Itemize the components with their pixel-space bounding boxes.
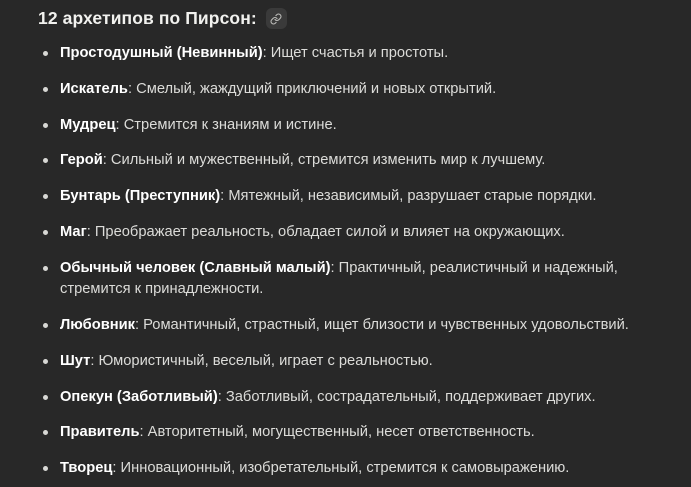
archetype-term: Простодушный (Невинный) [60,45,263,61]
archetype-term: Правитель [60,424,140,441]
list-item [38,422,675,443]
archetype-term: Мудрец [60,116,116,133]
archetype-term: Искатель [60,80,128,97]
archetype-description: : Инновационный, изобретательный, стремится к самовыражению. [112,460,570,477]
list-item [38,43,675,64]
list-item [38,458,675,479]
list-item [38,115,675,136]
archetype-term: Бунтарь (Преступник) [60,188,221,205]
list-item [38,351,675,372]
archetype-term: Шут [60,352,91,369]
archetype-description: : Романтичный, страстный, ищет близости и чувственных удовольствий. [134,317,629,333]
archetype-term: Опекун (Заботливый) [60,388,218,405]
archetype-list [38,43,675,480]
archetype-term: Любовник [60,317,135,333]
archetype-description: : Преображает реальность, обладает силой и влияет на окружающих. [86,224,565,241]
archetype-description: : Сильный и мужественный, стремится изменить мир к лучшему. [102,152,546,169]
list-item [38,258,675,301]
archetype-term: Герой [60,152,103,169]
list-item [38,315,675,336]
archetype-description: : Мятежный, независимый, разрушает старые порядки. [220,188,597,205]
list-item [38,79,675,100]
archetype-term: Маг [60,224,87,241]
list-item [38,387,675,408]
list-item [38,186,675,207]
list-item [38,222,675,243]
list-item [38,150,675,171]
archetype-description: : Практичный, реалистичный и надежный, стремится к принадлежности. [60,259,618,298]
page-title: 12 архетипов по Пирсон: [38,8,257,28]
section-heading [38,8,675,29]
link-icon[interactable] [266,8,287,29]
archetype-description: : Авторитетный, могущественный, несет ответственность. [139,424,535,441]
archetype-term: Творец [60,460,113,477]
archetype-description: : Стремится к знаниям и истине. [115,116,337,133]
archetype-term: Обычный человек (Славный малый) [60,259,331,276]
archetype-description: : Ищет счастья и простоты. [262,45,449,61]
archetype-description: : Юмористичный, веселый, играет с реальностью. [90,352,433,369]
archetype-description: : Смелый, жаждущий приключений и новых открытий. [127,80,497,97]
archetype-description: : Заботливый, сострадательный, поддерживает других. [217,388,596,405]
